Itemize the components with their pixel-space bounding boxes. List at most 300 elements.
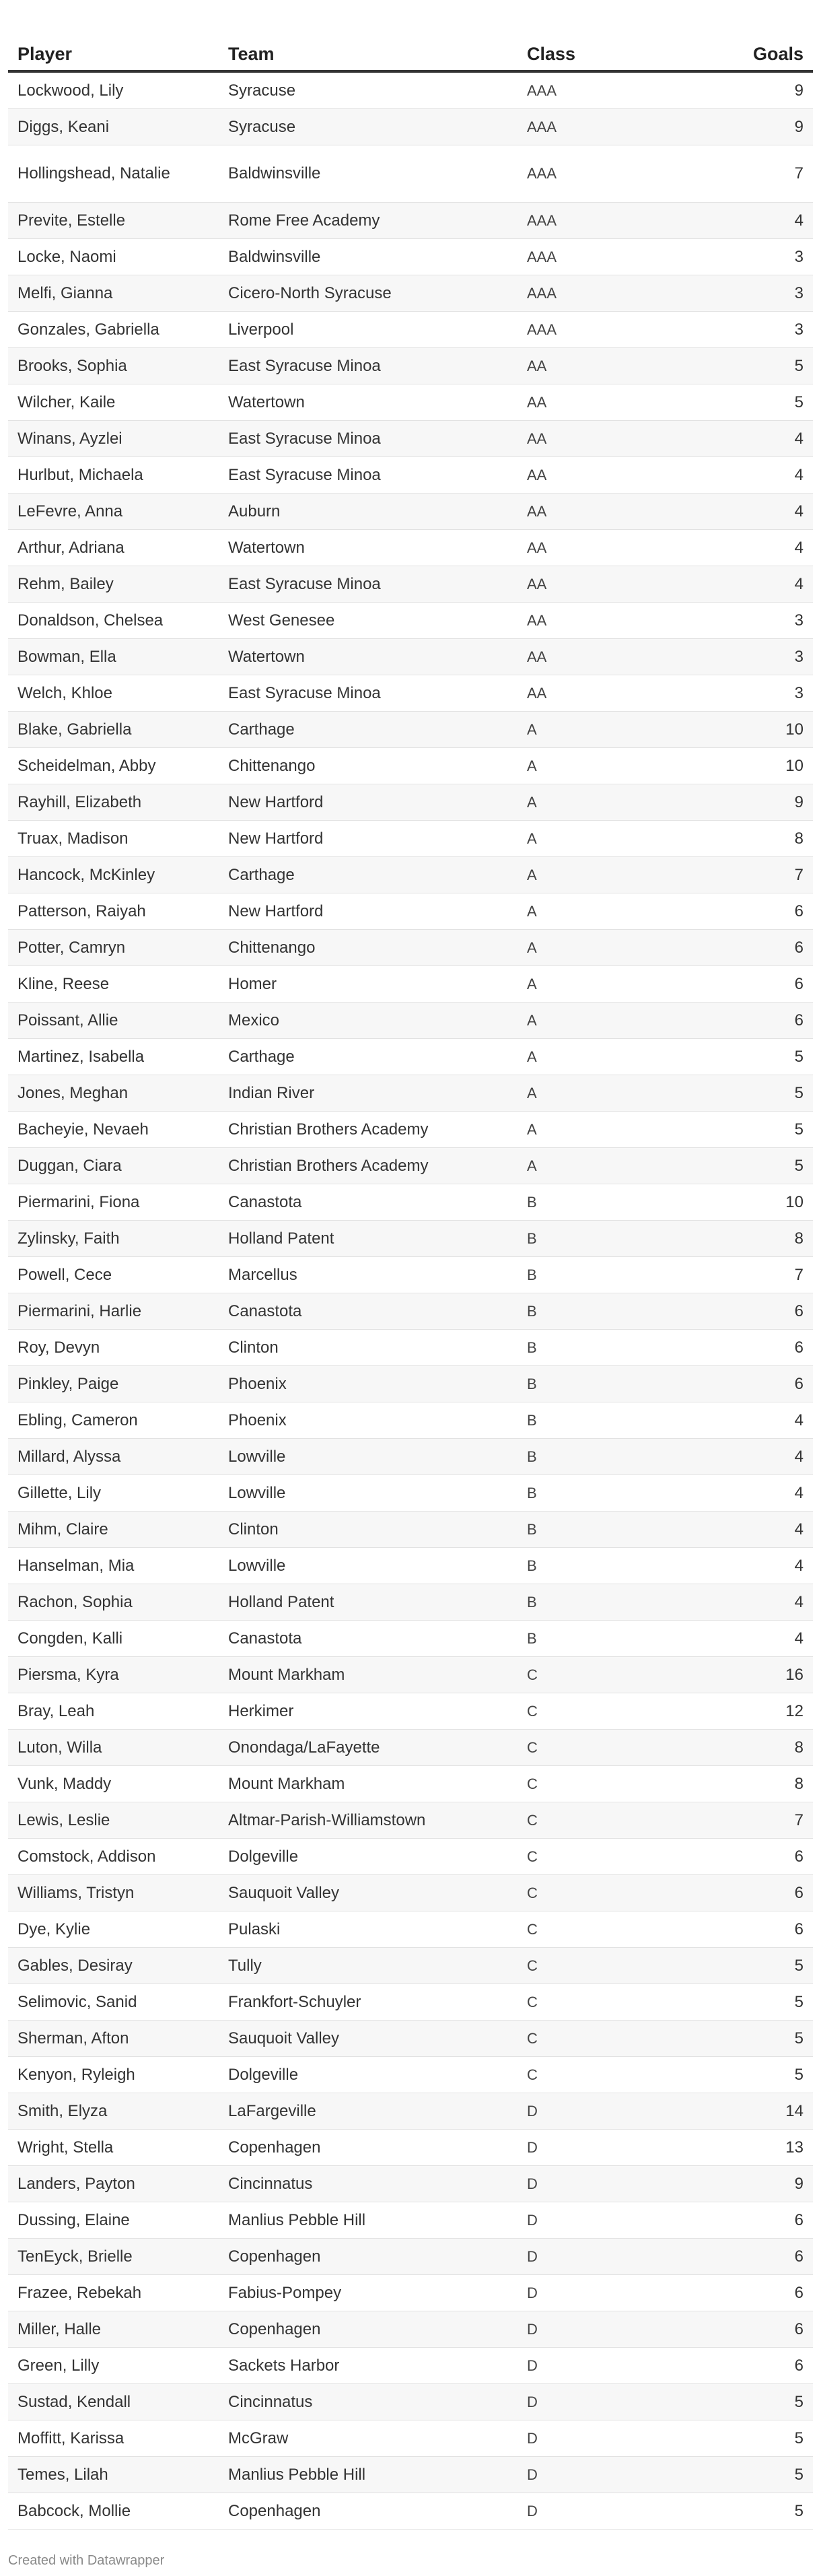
cell-player: Hancock, McKinley — [8, 857, 219, 893]
table-row — [8, 1512, 813, 1548]
cell-class: AA — [517, 603, 666, 639]
cell-player: Vunk, Maddy — [8, 1766, 219, 1802]
table-row — [8, 2420, 813, 2457]
cell-class: A — [517, 893, 666, 930]
cell-player: Blake, Gabriella — [8, 712, 219, 748]
cell-goals: 3 — [666, 275, 813, 312]
cell-goals: 4 — [666, 1439, 813, 1475]
table-row — [8, 2239, 813, 2275]
cell-goals: 6 — [666, 2348, 813, 2384]
cell-class: C — [517, 1875, 666, 1911]
table-row — [8, 784, 813, 821]
table-row — [8, 494, 813, 530]
cell-class: C — [517, 1802, 666, 1839]
column-header-player[interactable]: Player — [8, 22, 219, 71]
cell-player: Sustad, Kendall — [8, 2384, 219, 2420]
cell-team: Chittenango — [219, 930, 517, 966]
table-row — [8, 1802, 813, 1839]
cell-player: Kline, Reese — [8, 966, 219, 1003]
cell-player: Bacheyie, Nevaeh — [8, 1112, 219, 1148]
cell-goals: 8 — [666, 1730, 813, 1766]
cell-class: B — [517, 1475, 666, 1512]
cell-goals: 7 — [666, 1802, 813, 1839]
table-row — [8, 1221, 813, 1257]
cell-team: Phoenix — [219, 1366, 517, 1402]
table-row — [8, 1984, 813, 2021]
cell-class: A — [517, 966, 666, 1003]
cell-player: Diggs, Keani — [8, 109, 219, 145]
cell-player: Bray, Leah — [8, 1693, 219, 1730]
cell-goals: 16 — [666, 1657, 813, 1693]
cell-player: Scheidelman, Abby — [8, 748, 219, 784]
cell-goals: 4 — [666, 1548, 813, 1584]
cell-team: East Syracuse Minoa — [219, 457, 517, 494]
table-row — [8, 2348, 813, 2384]
cell-class: D — [517, 2093, 666, 2130]
cell-team: Marcellus — [219, 1257, 517, 1293]
table-row — [8, 312, 813, 348]
cell-goals: 9 — [666, 784, 813, 821]
cell-goals: 5 — [666, 2420, 813, 2457]
cell-class: AAA — [517, 145, 666, 203]
table-row — [8, 2202, 813, 2239]
cell-player: Babcock, Mollie — [8, 2493, 219, 2530]
datawrapper-credit: Created with Datawrapper — [8, 2553, 165, 2568]
cell-goals: 9 — [666, 71, 813, 109]
cell-team: Carthage — [219, 712, 517, 748]
cell-player: Zylinsky, Faith — [8, 1221, 219, 1257]
cell-class: B — [517, 1257, 666, 1293]
cell-class: D — [517, 2420, 666, 2457]
cell-class: D — [517, 2166, 666, 2202]
cell-player: Wilcher, Kaile — [8, 384, 219, 421]
table-row — [8, 566, 813, 603]
cell-goals: 4 — [666, 566, 813, 603]
cell-goals: 6 — [666, 2275, 813, 2311]
cell-goals: 5 — [666, 2493, 813, 2530]
cell-class: B — [517, 1184, 666, 1221]
cell-team: Syracuse — [219, 109, 517, 145]
table-row — [8, 1184, 813, 1221]
cell-goals: 9 — [666, 2166, 813, 2202]
cell-class: C — [517, 1911, 666, 1948]
cell-player: Bowman, Ella — [8, 639, 219, 675]
table-row — [8, 2021, 813, 2057]
cell-goals: 5 — [666, 384, 813, 421]
table-row — [8, 2057, 813, 2093]
cell-player: Millard, Alyssa — [8, 1439, 219, 1475]
cell-goals: 10 — [666, 712, 813, 748]
cell-team: Holland Patent — [219, 1584, 517, 1621]
cell-class: D — [517, 2493, 666, 2530]
cell-player: TenEyck, Brielle — [8, 2239, 219, 2275]
table-row — [8, 1948, 813, 1984]
cell-team: Cicero-North Syracuse — [219, 275, 517, 312]
table-row — [8, 675, 813, 712]
cell-class: C — [517, 1766, 666, 1802]
cell-team: Manlius Pebble Hill — [219, 2457, 517, 2493]
cell-goals: 4 — [666, 1584, 813, 1621]
cell-team: Auburn — [219, 494, 517, 530]
cell-class: AAA — [517, 312, 666, 348]
cell-goals: 5 — [666, 1984, 813, 2021]
cell-goals: 6 — [666, 1875, 813, 1911]
cell-team: Frankfort-Schuyler — [219, 1984, 517, 2021]
cell-team: Mount Markham — [219, 1766, 517, 1802]
cell-team: Sackets Harbor — [219, 2348, 517, 2384]
cell-player: Williams, Tristyn — [8, 1875, 219, 1911]
cell-class: A — [517, 857, 666, 893]
cell-goals: 12 — [666, 1693, 813, 1730]
table-row — [8, 2093, 813, 2130]
cell-class: B — [517, 1402, 666, 1439]
cell-team: Dolgeville — [219, 2057, 517, 2093]
table-row — [8, 639, 813, 675]
cell-player: Kenyon, Ryleigh — [8, 2057, 219, 2093]
cell-team: Chittenango — [219, 748, 517, 784]
cell-class: AAA — [517, 275, 666, 312]
table-row — [8, 2311, 813, 2348]
table-row — [8, 821, 813, 857]
cell-class: C — [517, 1839, 666, 1875]
cell-goals: 14 — [666, 2093, 813, 2130]
cell-team: Cincinnatus — [219, 2166, 517, 2202]
cell-goals: 5 — [666, 2384, 813, 2420]
cell-player: Temes, Lilah — [8, 2457, 219, 2493]
cell-class: A — [517, 712, 666, 748]
cell-team: Lowville — [219, 1548, 517, 1584]
cell-class: C — [517, 2021, 666, 2057]
table-row — [8, 1839, 813, 1875]
table-row — [8, 1657, 813, 1693]
cell-player: Mihm, Claire — [8, 1512, 219, 1548]
cell-team: Clinton — [219, 1330, 517, 1366]
cell-team: East Syracuse Minoa — [219, 675, 517, 712]
table-row — [8, 1693, 813, 1730]
cell-goals: 6 — [666, 966, 813, 1003]
table-row — [8, 145, 813, 203]
cell-goals: 4 — [666, 1402, 813, 1439]
cell-class: AA — [517, 457, 666, 494]
cell-class: A — [517, 1039, 666, 1075]
cell-player: Pinkley, Paige — [8, 1366, 219, 1402]
cell-team: Copenhagen — [219, 2130, 517, 2166]
table-body — [8, 71, 813, 2530]
cell-class: D — [517, 2202, 666, 2239]
cell-goals: 7 — [666, 857, 813, 893]
cell-team: West Genesee — [219, 603, 517, 639]
cell-goals: 3 — [666, 603, 813, 639]
cell-goals: 3 — [666, 675, 813, 712]
table-row — [8, 857, 813, 893]
table-header — [8, 22, 813, 71]
cell-goals: 6 — [666, 1330, 813, 1366]
cell-player: Welch, Khloe — [8, 675, 219, 712]
table-row — [8, 893, 813, 930]
table-row — [8, 712, 813, 748]
cell-team: Clinton — [219, 1512, 517, 1548]
cell-team: Pulaski — [219, 1911, 517, 1948]
cell-team: Canastota — [219, 1293, 517, 1330]
cell-goals: 10 — [666, 1184, 813, 1221]
cell-class: B — [517, 1366, 666, 1402]
cell-team: Phoenix — [219, 1402, 517, 1439]
table-row — [8, 1439, 813, 1475]
cell-player: Rehm, Bailey — [8, 566, 219, 603]
scorers-table — [8, 22, 813, 2530]
cell-class: A — [517, 1003, 666, 1039]
cell-player: Smith, Elyza — [8, 2093, 219, 2130]
cell-class: A — [517, 1112, 666, 1148]
cell-team: Homer — [219, 966, 517, 1003]
cell-team: Watertown — [219, 384, 517, 421]
cell-player: Brooks, Sophia — [8, 348, 219, 384]
cell-team: Carthage — [219, 857, 517, 893]
cell-goals: 8 — [666, 1766, 813, 1802]
cell-team: Rome Free Academy — [219, 203, 517, 239]
table-row — [8, 2384, 813, 2420]
cell-player: Gables, Desiray — [8, 1948, 219, 1984]
cell-goals: 6 — [666, 2239, 813, 2275]
cell-class: C — [517, 1948, 666, 1984]
cell-class: B — [517, 1293, 666, 1330]
cell-class: C — [517, 1984, 666, 2021]
cell-player: Melfi, Gianna — [8, 275, 219, 312]
cell-class: D — [517, 2275, 666, 2311]
cell-player: Hanselman, Mia — [8, 1548, 219, 1584]
cell-goals: 4 — [666, 1621, 813, 1657]
cell-player: Hurlbut, Michaela — [8, 457, 219, 494]
table-row — [8, 1148, 813, 1184]
header-row — [8, 22, 813, 71]
cell-team: East Syracuse Minoa — [219, 421, 517, 457]
cell-goals: 6 — [666, 2202, 813, 2239]
cell-player: Rayhill, Elizabeth — [8, 784, 219, 821]
table-row — [8, 109, 813, 145]
cell-team: Holland Patent — [219, 1221, 517, 1257]
table-row — [8, 2493, 813, 2530]
cell-team: Tully — [219, 1948, 517, 1984]
cell-class: B — [517, 1584, 666, 1621]
cell-goals: 4 — [666, 530, 813, 566]
cell-goals: 5 — [666, 2057, 813, 2093]
cell-class: B — [517, 1512, 666, 1548]
cell-class: B — [517, 1221, 666, 1257]
cell-goals: 3 — [666, 239, 813, 275]
table-row — [8, 1875, 813, 1911]
cell-player: Lockwood, Lily — [8, 71, 219, 109]
cell-class: A — [517, 784, 666, 821]
cell-class: AAA — [517, 239, 666, 275]
table-row — [8, 239, 813, 275]
cell-class: AA — [517, 348, 666, 384]
scorers-table-container — [8, 22, 813, 2530]
cell-player: Duggan, Ciara — [8, 1148, 219, 1184]
table-row — [8, 1075, 813, 1112]
table-row — [8, 71, 813, 109]
table-row — [8, 1003, 813, 1039]
cell-class: AAA — [517, 203, 666, 239]
cell-class: AA — [517, 639, 666, 675]
cell-team: Herkimer — [219, 1693, 517, 1730]
cell-class: A — [517, 930, 666, 966]
cell-goals: 4 — [666, 421, 813, 457]
cell-goals: 6 — [666, 1911, 813, 1948]
cell-player: Martinez, Isabella — [8, 1039, 219, 1075]
table-row — [8, 1112, 813, 1148]
cell-player: Wright, Stella — [8, 2130, 219, 2166]
cell-class: B — [517, 1621, 666, 1657]
cell-player: Luton, Willa — [8, 1730, 219, 1766]
cell-class: D — [517, 2457, 666, 2493]
cell-class: AAA — [517, 71, 666, 109]
cell-player: Ebling, Cameron — [8, 1402, 219, 1439]
table-row — [8, 1911, 813, 1948]
cell-team: Baldwinsville — [219, 239, 517, 275]
table-row — [8, 457, 813, 494]
cell-player: Miller, Halle — [8, 2311, 219, 2348]
cell-class: D — [517, 2348, 666, 2384]
cell-goals: 4 — [666, 203, 813, 239]
cell-team: Carthage — [219, 1039, 517, 1075]
cell-player: Rachon, Sophia — [8, 1584, 219, 1621]
cell-class: A — [517, 1148, 666, 1184]
cell-player: LeFevre, Anna — [8, 494, 219, 530]
cell-goals: 4 — [666, 1512, 813, 1548]
cell-team: Dolgeville — [219, 1839, 517, 1875]
cell-team: Mount Markham — [219, 1657, 517, 1693]
cell-player: Green, Lilly — [8, 2348, 219, 2384]
cell-class: A — [517, 1075, 666, 1112]
column-header-goals[interactable]: Goals — [666, 22, 813, 71]
cell-team: Canastota — [219, 1621, 517, 1657]
cell-player: Patterson, Raiyah — [8, 893, 219, 930]
cell-goals: 6 — [666, 1839, 813, 1875]
cell-team: Christian Brothers Academy — [219, 1148, 517, 1184]
cell-team: Lowville — [219, 1475, 517, 1512]
table-row — [8, 2166, 813, 2202]
cell-class: A — [517, 748, 666, 784]
table-row — [8, 1366, 813, 1402]
table-row — [8, 1475, 813, 1512]
cell-team: LaFargeville — [219, 2093, 517, 2130]
cell-player: Frazee, Rebekah — [8, 2275, 219, 2311]
column-header-class[interactable]: Class — [517, 22, 666, 71]
cell-team: Copenhagen — [219, 2493, 517, 2530]
cell-class: D — [517, 2130, 666, 2166]
cell-goals: 4 — [666, 494, 813, 530]
table-row — [8, 603, 813, 639]
cell-goals: 6 — [666, 1003, 813, 1039]
cell-team: Watertown — [219, 530, 517, 566]
cell-team: Altmar-Parish-Williamstown — [219, 1802, 517, 1839]
cell-team: Sauquoit Valley — [219, 1875, 517, 1911]
cell-player: Dussing, Elaine — [8, 2202, 219, 2239]
cell-team: McGraw — [219, 2420, 517, 2457]
table-row — [8, 421, 813, 457]
cell-goals: 7 — [666, 1257, 813, 1293]
cell-class: AA — [517, 675, 666, 712]
cell-goals: 5 — [666, 1075, 813, 1112]
cell-goals: 6 — [666, 930, 813, 966]
cell-class: AA — [517, 566, 666, 603]
table-row — [8, 1548, 813, 1584]
table-row — [8, 348, 813, 384]
cell-team: Liverpool — [219, 312, 517, 348]
table-row — [8, 1039, 813, 1075]
cell-class: B — [517, 1439, 666, 1475]
cell-player: Comstock, Addison — [8, 1839, 219, 1875]
cell-team: Fabius-Pompey — [219, 2275, 517, 2311]
table-row — [8, 203, 813, 239]
cell-player: Winans, Ayzlei — [8, 421, 219, 457]
column-header-team[interactable]: Team — [219, 22, 517, 71]
cell-class: B — [517, 1330, 666, 1366]
cell-player: Piermarini, Harlie — [8, 1293, 219, 1330]
table-row — [8, 1584, 813, 1621]
cell-goals: 5 — [666, 2021, 813, 2057]
table-row — [8, 1402, 813, 1439]
cell-team: Indian River — [219, 1075, 517, 1112]
cell-goals: 9 — [666, 109, 813, 145]
cell-goals: 3 — [666, 639, 813, 675]
cell-team: Canastota — [219, 1184, 517, 1221]
cell-player: Poissant, Allie — [8, 1003, 219, 1039]
cell-class: A — [517, 821, 666, 857]
cell-team: Manlius Pebble Hill — [219, 2202, 517, 2239]
cell-goals: 4 — [666, 1475, 813, 1512]
table-row — [8, 1730, 813, 1766]
cell-player: Piersma, Kyra — [8, 1657, 219, 1693]
table-row — [8, 275, 813, 312]
cell-goals: 4 — [666, 457, 813, 494]
cell-player: Locke, Naomi — [8, 239, 219, 275]
cell-class: AA — [517, 530, 666, 566]
cell-team: Sauquoit Valley — [219, 2021, 517, 2057]
cell-team: East Syracuse Minoa — [219, 348, 517, 384]
cell-player: Hollingshead, Natalie — [8, 145, 219, 203]
table-row — [8, 384, 813, 421]
table-row — [8, 2275, 813, 2311]
cell-class: C — [517, 1657, 666, 1693]
table-row — [8, 1293, 813, 1330]
cell-team: Christian Brothers Academy — [219, 1112, 517, 1148]
cell-team: Mexico — [219, 1003, 517, 1039]
cell-player: Gonzales, Gabriella — [8, 312, 219, 348]
cell-goals: 8 — [666, 1221, 813, 1257]
cell-player: Truax, Madison — [8, 821, 219, 857]
cell-player: Congden, Kalli — [8, 1621, 219, 1657]
cell-class: C — [517, 2057, 666, 2093]
cell-player: Lewis, Leslie — [8, 1802, 219, 1839]
cell-player: Previte, Estelle — [8, 203, 219, 239]
cell-goals: 5 — [666, 1112, 813, 1148]
cell-team: Syracuse — [219, 71, 517, 109]
cell-player: Sherman, Afton — [8, 2021, 219, 2057]
cell-player: Gillette, Lily — [8, 1475, 219, 1512]
cell-class: D — [517, 2239, 666, 2275]
cell-team: Lowville — [219, 1439, 517, 1475]
cell-goals: 6 — [666, 893, 813, 930]
cell-team: Copenhagen — [219, 2239, 517, 2275]
cell-goals: 5 — [666, 348, 813, 384]
cell-goals: 3 — [666, 312, 813, 348]
cell-player: Roy, Devyn — [8, 1330, 219, 1366]
table-row — [8, 2130, 813, 2166]
table-row — [8, 748, 813, 784]
cell-class: AAA — [517, 109, 666, 145]
table-row — [8, 530, 813, 566]
